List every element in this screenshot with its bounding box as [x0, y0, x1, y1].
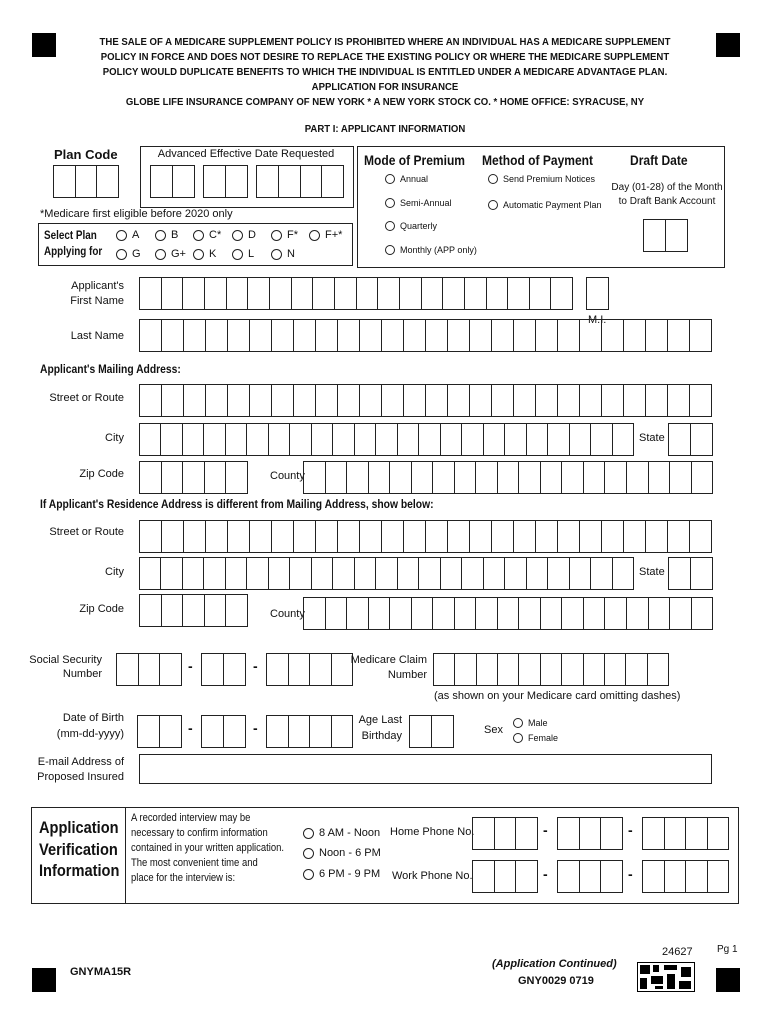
- home-phone-area[interactable]: [472, 817, 538, 850]
- medicare-claim-note: (as shown on your Medicare card omitting dashes): [434, 690, 681, 702]
- verification-desc-2: necessary to confirm information: [131, 827, 268, 839]
- age-label-2: Birthday: [361, 730, 402, 742]
- residence-street-boxes[interactable]: [139, 520, 712, 553]
- registration-mark-top-right: [716, 33, 740, 57]
- verification-title-3: Information: [39, 861, 120, 880]
- time-8am-noon[interactable]: 8 AM - Noon: [303, 827, 380, 839]
- email-label-2: Proposed Insured: [37, 771, 124, 783]
- verification-desc-3: contained in your written application.: [131, 842, 285, 854]
- mailing-zip-boxes[interactable]: [139, 461, 248, 494]
- mailing-state-boxes[interactable]: [668, 423, 713, 456]
- medicare-claim-label-1: Medicare Claim: [350, 654, 427, 666]
- method-of-payment-title: Method of Payment: [482, 152, 594, 168]
- part-title: PART I: APPLICANT INFORMATION: [304, 124, 466, 135]
- header-line-3: POLICY WOULD DUPLICATE BENEFITS TO WHICH THE INDIVIDUAL IS ENTITLED UNDER A MEDICARE ADVANTAGE PLAN.: [102, 67, 668, 78]
- residence-county-boxes[interactable]: [303, 597, 713, 630]
- work-phone-label: Work Phone No.: [392, 870, 473, 882]
- sex-female[interactable]: Female: [513, 733, 558, 743]
- form-id: GNYMA15R: [70, 966, 132, 978]
- medicare-eligible-note: *Medicare first eligible before 2020 only: [40, 208, 233, 220]
- ssn-part-1[interactable]: [116, 653, 182, 686]
- applying-for-label: Applying for: [44, 246, 103, 258]
- effective-date-label: Advanced Effective Date Requested: [157, 148, 335, 160]
- home-phone-label: Home Phone No.: [390, 826, 475, 838]
- work-phone-area[interactable]: [472, 860, 538, 893]
- residence-county-label: County: [270, 608, 305, 620]
- mailing-street-boxes[interactable]: [139, 384, 712, 417]
- sex-label: Sex: [484, 724, 503, 736]
- residence-city-label: City: [105, 566, 124, 578]
- ssn-dash-2: -: [253, 658, 258, 674]
- last-name-label: Last Name: [70, 330, 124, 342]
- form-code: GNY0029 0719: [518, 975, 594, 987]
- form-number: 24627: [662, 946, 693, 958]
- home-phone-prefix[interactable]: [557, 817, 623, 850]
- plan-option-g-plus[interactable]: G+: [155, 248, 186, 260]
- verification-divider: [125, 807, 126, 903]
- registration-mark-top-left: [32, 33, 56, 57]
- plan-code-label: Plan Code: [54, 147, 118, 162]
- dob-label-1: Date of Birth: [62, 712, 124, 724]
- barcode-icon: [637, 962, 695, 992]
- mode-quarterly[interactable]: Quarterly: [385, 221, 437, 231]
- email-label-1: E-mail Address of: [37, 756, 124, 768]
- plan-option-l[interactable]: L: [232, 248, 254, 260]
- last-name-boxes[interactable]: [139, 319, 712, 352]
- mode-monthly[interactable]: Monthly (APP only): [385, 245, 477, 255]
- ssn-part-2[interactable]: [201, 653, 246, 686]
- home-phone-dash-2: -: [628, 822, 633, 838]
- dob-label-2: (mm-dd-yyyy): [56, 728, 124, 740]
- method-send-notices[interactable]: Send Premium Notices: [488, 174, 595, 184]
- draft-date-title: Draft Date: [630, 152, 688, 168]
- plan-option-f[interactable]: F*: [271, 229, 298, 241]
- mailing-city-boxes[interactable]: [139, 423, 634, 456]
- method-automatic-payment[interactable]: Automatic Payment Plan: [488, 200, 602, 210]
- verification-desc-5: place for the interview is:: [131, 872, 236, 884]
- ssn-dash-1: -: [188, 658, 193, 674]
- first-name-boxes[interactable]: [139, 277, 573, 310]
- plan-option-a[interactable]: A: [116, 229, 139, 241]
- home-phone-line[interactable]: [642, 817, 729, 850]
- ssn-label-1: Social Security: [29, 654, 102, 666]
- header-line-2: POLICY IN FORCE AND DOES NOT DESIRE TO REPLACE THE EXISTING POLICY OR WHERE THE MEDICARE SUPPLEMENT: [100, 52, 670, 63]
- draft-date-boxes[interactable]: [643, 219, 688, 252]
- residence-state-boxes[interactable]: [668, 557, 713, 590]
- mailing-county-boxes[interactable]: [303, 461, 713, 494]
- residence-street-label: Street or Route: [49, 526, 124, 538]
- ssn-label-2: Number: [62, 668, 102, 680]
- mailing-county-label: County: [270, 470, 305, 482]
- dob-dash-1: -: [188, 720, 193, 736]
- effective-date-day[interactable]: [203, 165, 248, 198]
- residence-zip-boxes[interactable]: [139, 594, 248, 627]
- plan-option-g[interactable]: G: [116, 248, 141, 260]
- work-phone-dash-1: -: [543, 866, 548, 882]
- plan-option-k[interactable]: K: [193, 248, 216, 260]
- residence-address-heading: If Applicant's Residence Address is different from Mailing Address, show below:: [40, 497, 434, 511]
- work-phone-prefix[interactable]: [557, 860, 623, 893]
- plan-option-n[interactable]: N: [271, 248, 295, 260]
- middle-initial-label: M.I.: [588, 314, 607, 326]
- verification-desc-4: The most convenient time and: [131, 857, 258, 869]
- dob-day[interactable]: [201, 715, 246, 748]
- mode-semi-annual[interactable]: Semi-Annual: [385, 198, 452, 208]
- dob-month[interactable]: [137, 715, 182, 748]
- header-line-1: THE SALE OF A MEDICARE SUPPLEMENT POLICY IS PROHIBITED WHERE AN INDIVIDUAL HAS A MEDICARE SUPPLEMENT: [99, 37, 671, 48]
- residence-zip-label: Zip Code: [79, 603, 124, 615]
- verification-title-2: Verification: [39, 840, 118, 859]
- first-name-label-2: First Name: [70, 295, 124, 307]
- registration-mark-bottom-right: [716, 968, 740, 992]
- age-label-1: Age Last: [358, 714, 402, 726]
- medicare-claim-boxes[interactable]: [433, 653, 669, 686]
- time-6pm-9pm[interactable]: 6 PM - 9 PM: [303, 868, 380, 880]
- select-plan-label: Select Plan: [44, 230, 97, 242]
- work-phone-line[interactable]: [642, 860, 729, 893]
- residence-city-boxes[interactable]: [139, 557, 634, 590]
- mailing-state-label: State: [639, 432, 665, 444]
- mailing-street-label: Street or Route: [49, 392, 124, 404]
- mode-annual[interactable]: Annual: [385, 174, 428, 184]
- effective-date-year[interactable]: [256, 165, 344, 198]
- email-field[interactable]: [139, 754, 712, 784]
- time-noon-6pm[interactable]: Noon - 6 PM: [303, 847, 381, 859]
- plan-code-boxes[interactable]: [53, 165, 119, 198]
- plan-option-b[interactable]: B: [155, 229, 178, 241]
- middle-initial-box[interactable]: [586, 277, 609, 310]
- company-line: GLOBE LIFE INSURANCE COMPANY OF NEW YORK * A NEW YORK STOCK CO. * HOME OFFICE: SYRACUSE, NY: [125, 97, 645, 108]
- first-name-label-1: Applicant's: [71, 280, 124, 292]
- medicare-claim-label-2: Number: [387, 669, 427, 681]
- mode-of-premium-title: Mode of Premium: [364, 152, 466, 168]
- sex-male[interactable]: Male: [513, 718, 548, 728]
- plan-option-d[interactable]: D: [232, 229, 256, 241]
- mailing-city-label: City: [105, 432, 124, 444]
- dob-dash-2: -: [253, 720, 258, 736]
- plan-option-c[interactable]: C*: [193, 229, 221, 241]
- page-number: Pg 1: [717, 944, 738, 955]
- mailing-zip-label: Zip Code: [79, 468, 124, 480]
- registration-mark-bottom-left: [32, 968, 56, 992]
- mailing-address-heading: Applicant's Mailing Address:: [40, 362, 181, 376]
- application-continued: (Application Continued): [492, 958, 617, 970]
- residence-state-label: State: [639, 566, 665, 578]
- effective-date-month[interactable]: [150, 165, 195, 198]
- draft-date-note-1: Day (01-28) of the Month: [611, 182, 723, 193]
- draft-date-note-2: to Draft Bank Account: [618, 196, 716, 207]
- plan-option-f-plus[interactable]: F+*: [309, 229, 342, 241]
- verification-title-1: Application: [39, 818, 119, 837]
- form-title: APPLICATION FOR INSURANCE: [311, 82, 459, 93]
- work-phone-dash-2: -: [628, 866, 633, 882]
- age-boxes[interactable]: [409, 715, 454, 748]
- home-phone-dash-1: -: [543, 822, 548, 838]
- verification-desc-1: A recorded interview may be: [131, 812, 251, 824]
